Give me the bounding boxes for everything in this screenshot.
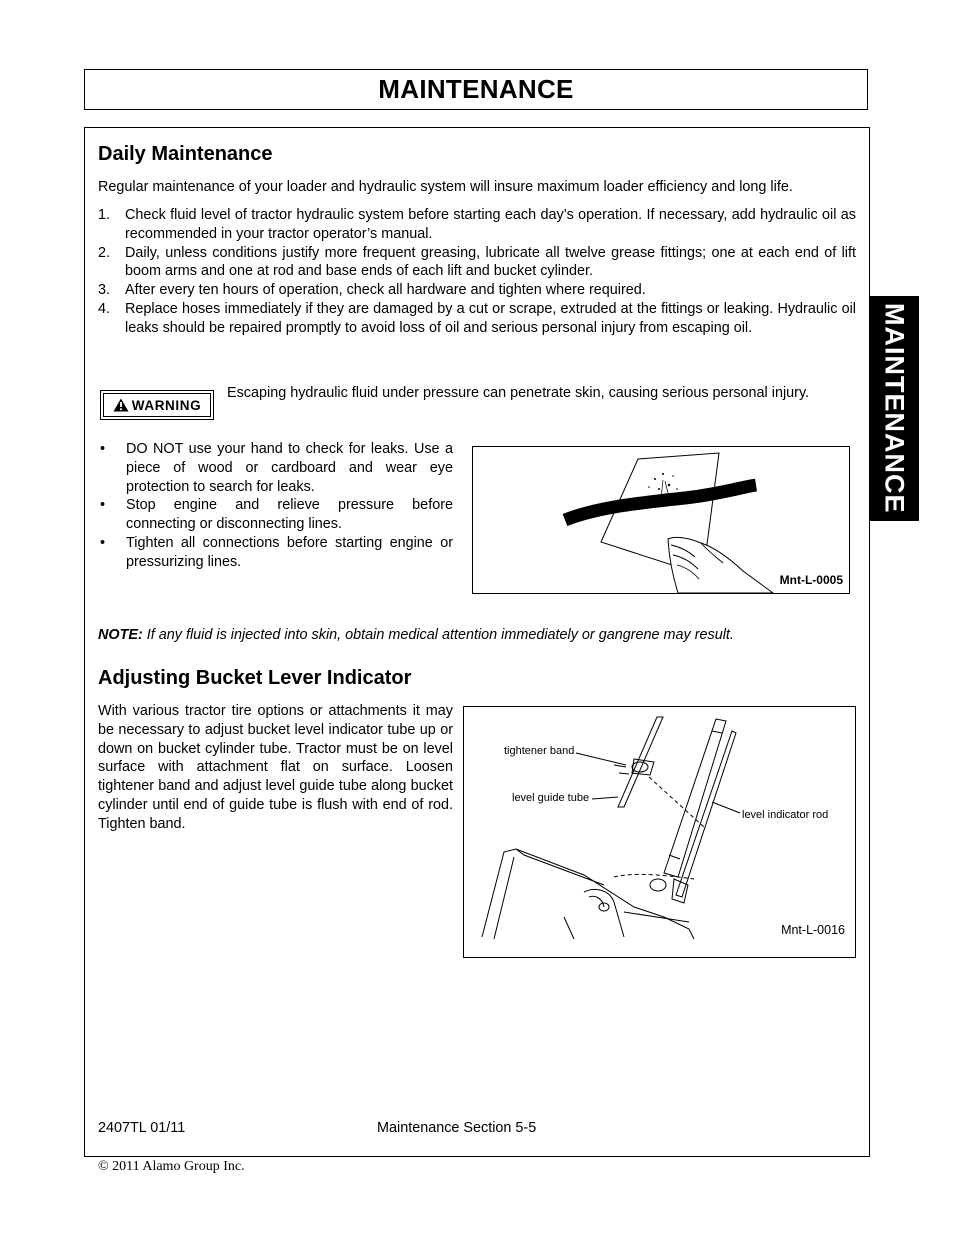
section-side-tab xyxy=(869,296,919,521)
warning-text: Escaping hydraulic fluid under pressure can penetrate skin, causing serious personal injury. xyxy=(227,385,810,401)
bucket-indicator-heading: Adjusting Bucket Lever Indicator xyxy=(98,667,412,689)
level-indicator-rod-label: level indicator rod xyxy=(742,809,829,821)
list-item: 3. After every ten hours of operation, check all hardware and tighten where required. xyxy=(98,282,646,299)
list-item: 4. Replace hoses immediately if they are damaged by a cut or scrape, extruded at the fittings or leaking. Hydraulic oil leaks should be repaired promptly to avoid loss of oil and serious personal injury from escaping oil. xyxy=(98,300,856,336)
note-text: NOTE: If any fluid is injected into skin, obtain medical attention immediately or gangrene may result. xyxy=(98,627,734,643)
tightener-band-label: tightener band xyxy=(504,745,575,757)
list-item: 1. Check fluid level of tractor hydraulic system before starting each day’s operation. If necessary, add hydraulic oil as recommended in your tractor operator’s manual. xyxy=(98,207,856,242)
bucket-indicator-text: With various tractor tire options or attachments it may be necessary to adjust bucket level indicator tube up or down on bucket cylinder tube. Tractor must be on level surface with attachment flat on surface. Loosen tightener band and adjust level guide tube along bucket cylinder until end of guide tube is flush with end of rod. Tighten band. xyxy=(98,703,453,832)
list-item: • Tighten all connections before starting engine or pressurizing lines. xyxy=(100,534,453,570)
safety-bullets xyxy=(98,440,453,572)
warning-badge xyxy=(100,390,214,420)
leak-check-figure xyxy=(472,446,850,594)
footer-model-date: 2407TL 01/11 xyxy=(98,1120,186,1136)
list-item: • Stop engine and relieve pressure before connecting or disconnecting lines. xyxy=(100,497,453,533)
copyright: © 2011 Alamo Group Inc. xyxy=(98,1159,245,1174)
footer-section: Maintenance Section 5-5 xyxy=(377,1120,537,1136)
page-title: MAINTENANCE xyxy=(378,74,574,104)
note-label: NOTE: xyxy=(98,627,143,643)
figure-code: Mnt-L-0016 xyxy=(781,923,845,937)
side-tab-label: MAINTENANCE xyxy=(879,303,910,514)
warning-triangle-icon xyxy=(113,398,129,412)
list-item: • DO NOT use your hand to check for leaks. Use a piece of wood or cardboard and wear eye protection to search for leaks. xyxy=(100,441,453,495)
figure-code: Mnt-L-0005 xyxy=(779,573,843,587)
list-item: 2. Daily, unless conditions justify more frequent greasing, lubricate all twelve grease fittings; one at each end of lift boom arms and one at rod and base ends of each lift and bucket cylinder. xyxy=(98,244,856,280)
page-header xyxy=(84,69,868,110)
daily-intro: Regular maintenance of your loader and hydraulic system will insure maximum loader efficiency and long life. xyxy=(98,179,793,195)
bucket-indicator-figure xyxy=(463,706,856,958)
warning-label: WARNING xyxy=(131,397,202,413)
level-guide-tube-label: level guide tube xyxy=(512,792,590,804)
daily-steps-list xyxy=(98,206,856,338)
daily-maintenance-heading: Daily Maintenance xyxy=(98,143,273,165)
